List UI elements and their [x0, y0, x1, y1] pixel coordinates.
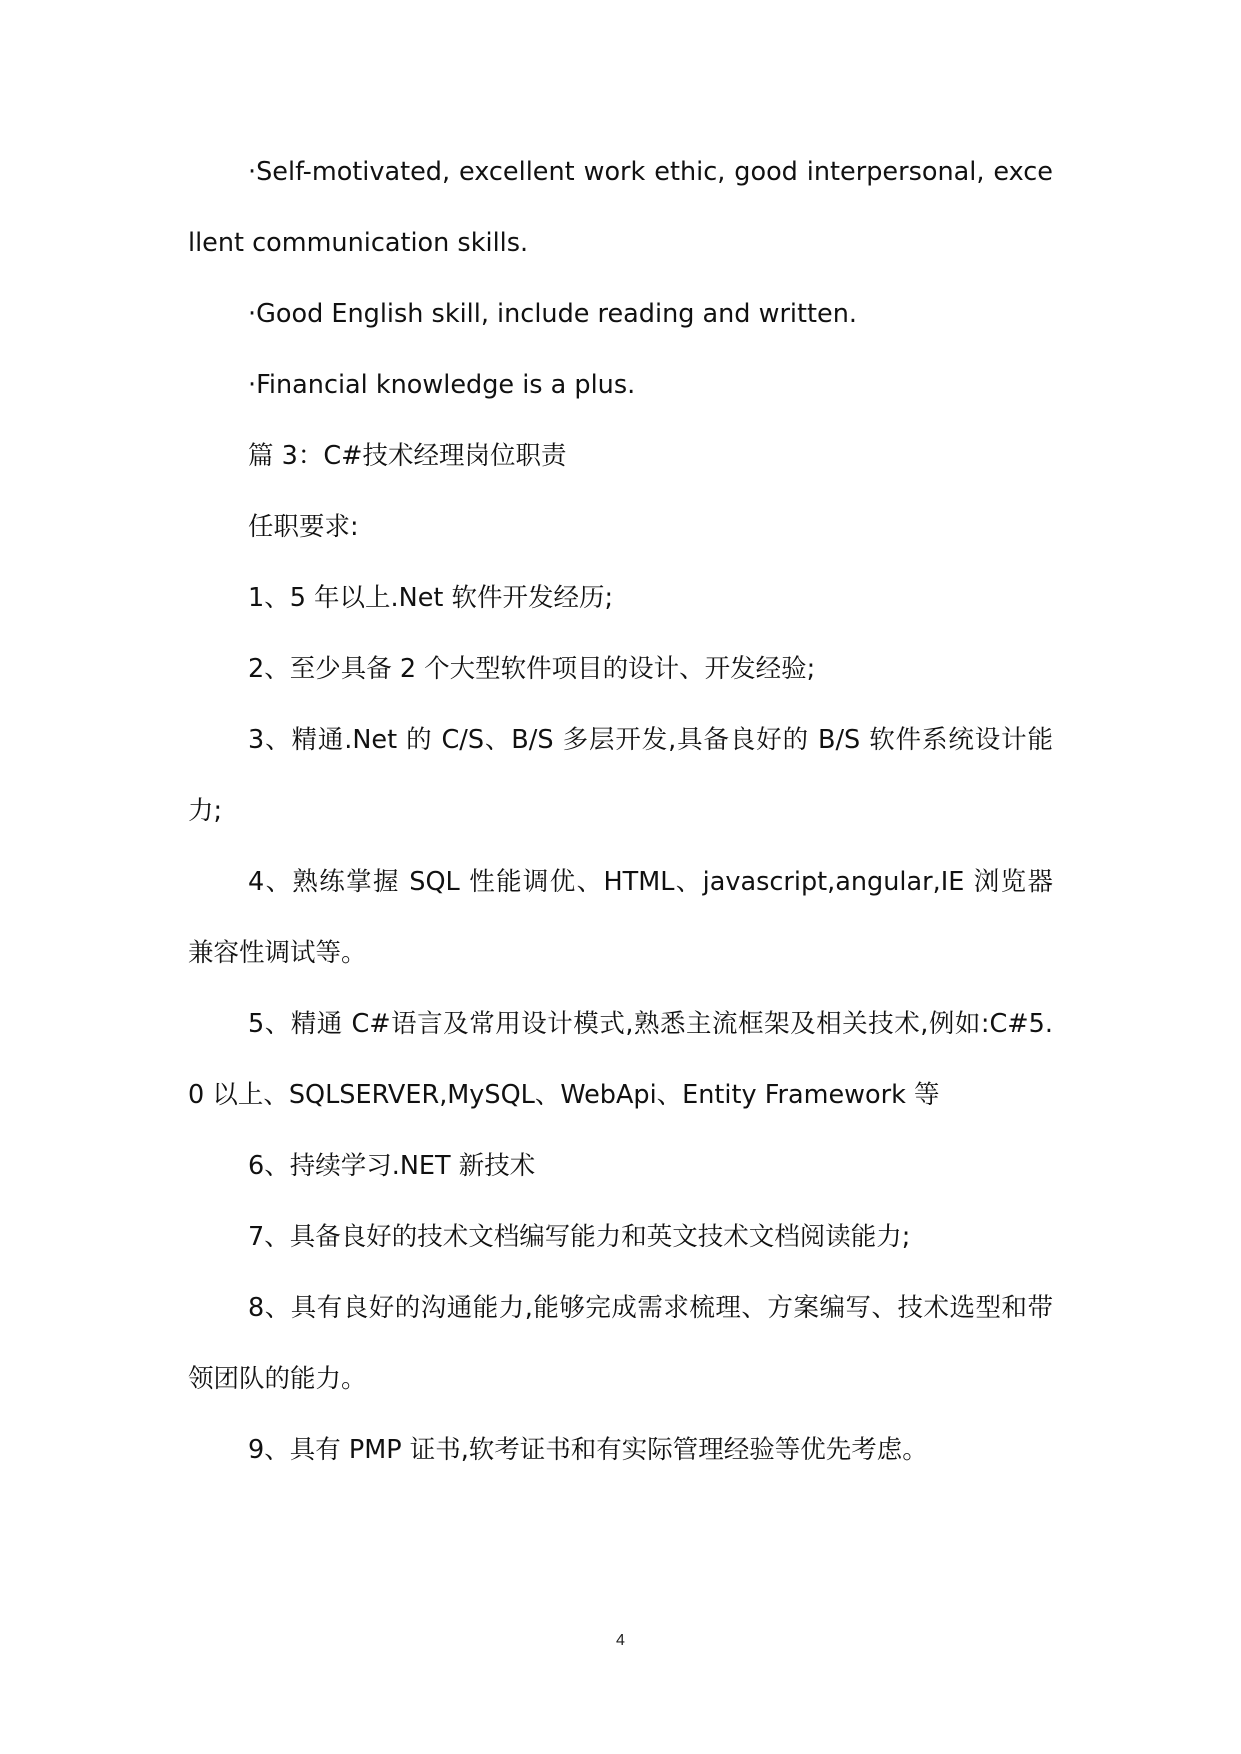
requirement-item-4: 4、熟练掌握 SQL 性能调优、HTML、javascript,angular,IE 浏览器兼容性调试等。: [188, 867, 1053, 968]
requirement-item-1: 1、5 年以上.Net 软件开发经历;: [248, 583, 614, 613]
requirement-item-2: 2、至少具备 2 个大型软件项目的设计、开发经验;: [248, 654, 816, 684]
page-number: 4: [616, 1632, 625, 1649]
requirement-item-7: 7、具备良好的技术文档编写能力和英文技术文档阅读能力;: [248, 1222, 911, 1252]
paragraph-good-english: ·Good English skill, include reading and written.: [248, 299, 857, 329]
requirements-heading: 任职要求:: [248, 512, 359, 542]
paragraph-self-motivated: ·Self-motivated, excellent work ethic, good interpersonal, excellent communication skills.: [188, 157, 1053, 258]
paragraph-financial-knowledge: ·Financial knowledge is a plus.: [248, 370, 636, 400]
section-heading: 篇 3：C#技术经理岗位职责: [248, 441, 567, 471]
requirement-item-8: 8、具有良好的沟通能力,能够完成需求梳理、方案编写、技术选型和带领团队的能力。: [188, 1293, 1053, 1394]
requirement-item-6: 6、持续学习.NET 新技术: [248, 1151, 536, 1181]
requirement-item-9: 9、具有 PMP 证书,软考证书和有实际管理经验等优先考虑。: [248, 1435, 928, 1465]
requirement-item-5: 5、精通 C#语言及常用设计模式,熟悉主流框架及相关技术,例如:C#5.0 以上、SQLSERVER,MySQL、WebApi、Entity Framework 等: [188, 1009, 1053, 1110]
document-body: [188, 137, 1053, 1486]
requirement-item-3: 3、精通.Net 的 C/S、B/S 多层开发,具备良好的 B/S 软件系统设计能力;: [188, 725, 1053, 826]
